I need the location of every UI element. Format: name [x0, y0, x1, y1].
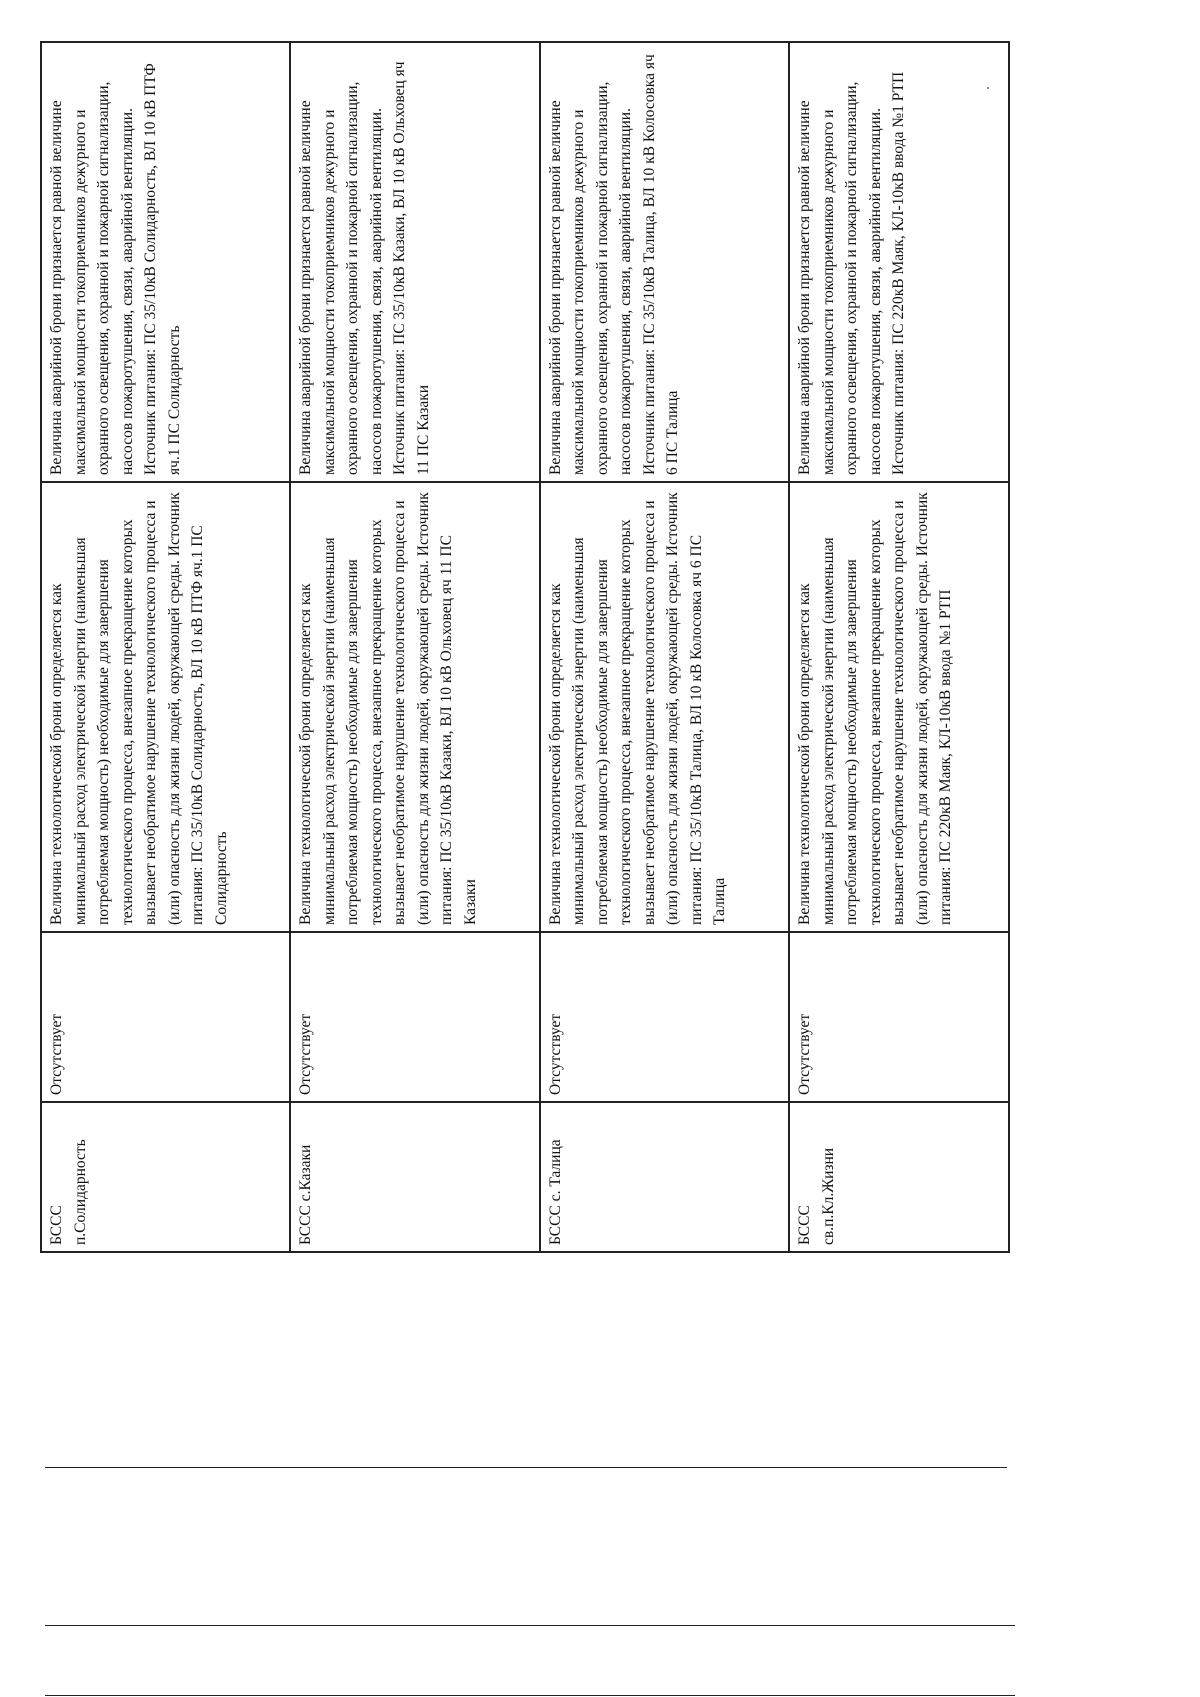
object-name-cell: БССС с.Казаки: [290, 1102, 539, 1252]
table-row: [540, 42, 789, 1252]
signature-line: [45, 1467, 1007, 1468]
power-reserve-table: [40, 41, 1010, 1253]
table-row: [789, 42, 1009, 1252]
object-name-cell: БССС с. Талица: [540, 1102, 789, 1252]
emergency-reserve-cell: Величина аварийной брони признается равной величине максимальной мощности токоприемников дежурного и охранного освещения, охранной и пожарной сигнализации, насосов пожаротушения, связи, аварийной вентиляции. Источник питания: ПС 35/10кВ Казаки, ВЛ 10 кВ Ольховец яч 11 ПС Казаки: [290, 42, 539, 482]
scan-speck: [987, 87, 989, 89]
technological-reserve-cell: Величина технологической брони определяется как минимальный расход электрической энергии (наименьшая потребляемая мощность) необходимые для завершения технологического процесса, внезапное прекращение которых вызывает необратимое нарушение технологического процесса и (или) опасность для жизни людей, окружающей среды. Источник питания: ПС 35/10кВ Казаки, ВЛ 10 кВ Ольховец яч 11 ПС Казаки: [290, 482, 539, 932]
emergency-reserve-cell: Величина аварийной брони признается равной величине максимальной мощности токоприемников дежурного и охранного освещения, охранной и пожарной сигнализации, насосов пожаротушения, связи, аварийной вентиляции. Источник питания: ПС 35/10кВ Талица, ВЛ 10 кВ Колосовка яч 6 ПС Талица: [540, 42, 789, 482]
technological-reserve-cell: Величина технологической брони определяется как минимальный расход электрической энергии (наименьшая потребляемая мощность) необходимые для завершения технологического процесса, внезапное прекращение которых вызывает необратимое нарушение технологического процесса и (или) опасность для жизни людей, окружающей среды. Источник питания: ПС 220кВ Маяк, КЛ-10кВ ввода №1 РТП: [789, 482, 1009, 932]
availability-cell: Отсутствует: [540, 932, 789, 1102]
availability-cell: Отсутствует: [41, 932, 290, 1102]
object-name-cell: БССС св.п.Кл.Жизни: [789, 1102, 1009, 1252]
object-name-cell: БССС п.Солидарность: [41, 1102, 290, 1252]
table-row: [41, 42, 290, 1252]
technological-reserve-cell: Величина технологической брони определяется как минимальный расход электрической энергии (наименьшая потребляемая мощность) необходимые для завершения технологического процесса, внезапное прекращение которых вызывает необратимое нарушение технологического процесса и (или) опасность для жизни людей, окружающей среды. Источник питания: ПС 35/10кВ Солидарность, ВЛ 10 кВ ПТФ яч.1 ПС Солидарность: [41, 482, 290, 932]
signature-line: [45, 1625, 1015, 1626]
emergency-reserve-cell: Величина аварийной брони признается равной величине максимальной мощности токоприемников дежурного и охранного освещения, охранной и пожарной сигнализации, насосов пожаротушения, связи, аварийной вентиляции. Источник питания: ПС 220кВ Маяк, КЛ-10кВ ввода №1 РТП: [789, 42, 1009, 482]
signature-line: [45, 1695, 1015, 1696]
emergency-reserve-cell: Величина аварийной брони признается равной величине максимальной мощности токоприемников дежурного и охранного освещения, охранной и пожарной сигнализации, насосов пожаротушения, связи, аварийной вентиляции. Источник питания: ПС 35/10кВ Солидарность, ВЛ 10 кВ ПТФ яч.1 ПС Солидарность: [41, 42, 290, 482]
technological-reserve-cell: Величина технологической брони определяется как минимальный расход электрической энергии (наименьшая потребляемая мощность) необходимые для завершения технологического процесса, внезапное прекращение которых вызывает необратимое нарушение технологического процесса и (или) опасность для жизни людей, окружающей среды. Источник питания: ПС 35/10кВ Талица, ВЛ 10 кВ Колосовка яч 6 ПС Талица: [540, 482, 789, 932]
rotated-table-wrapper: [40, 43, 1010, 1253]
table-row: [290, 42, 539, 1252]
availability-cell: Отсутствует: [789, 932, 1009, 1102]
availability-cell: Отсутствует: [290, 932, 539, 1102]
